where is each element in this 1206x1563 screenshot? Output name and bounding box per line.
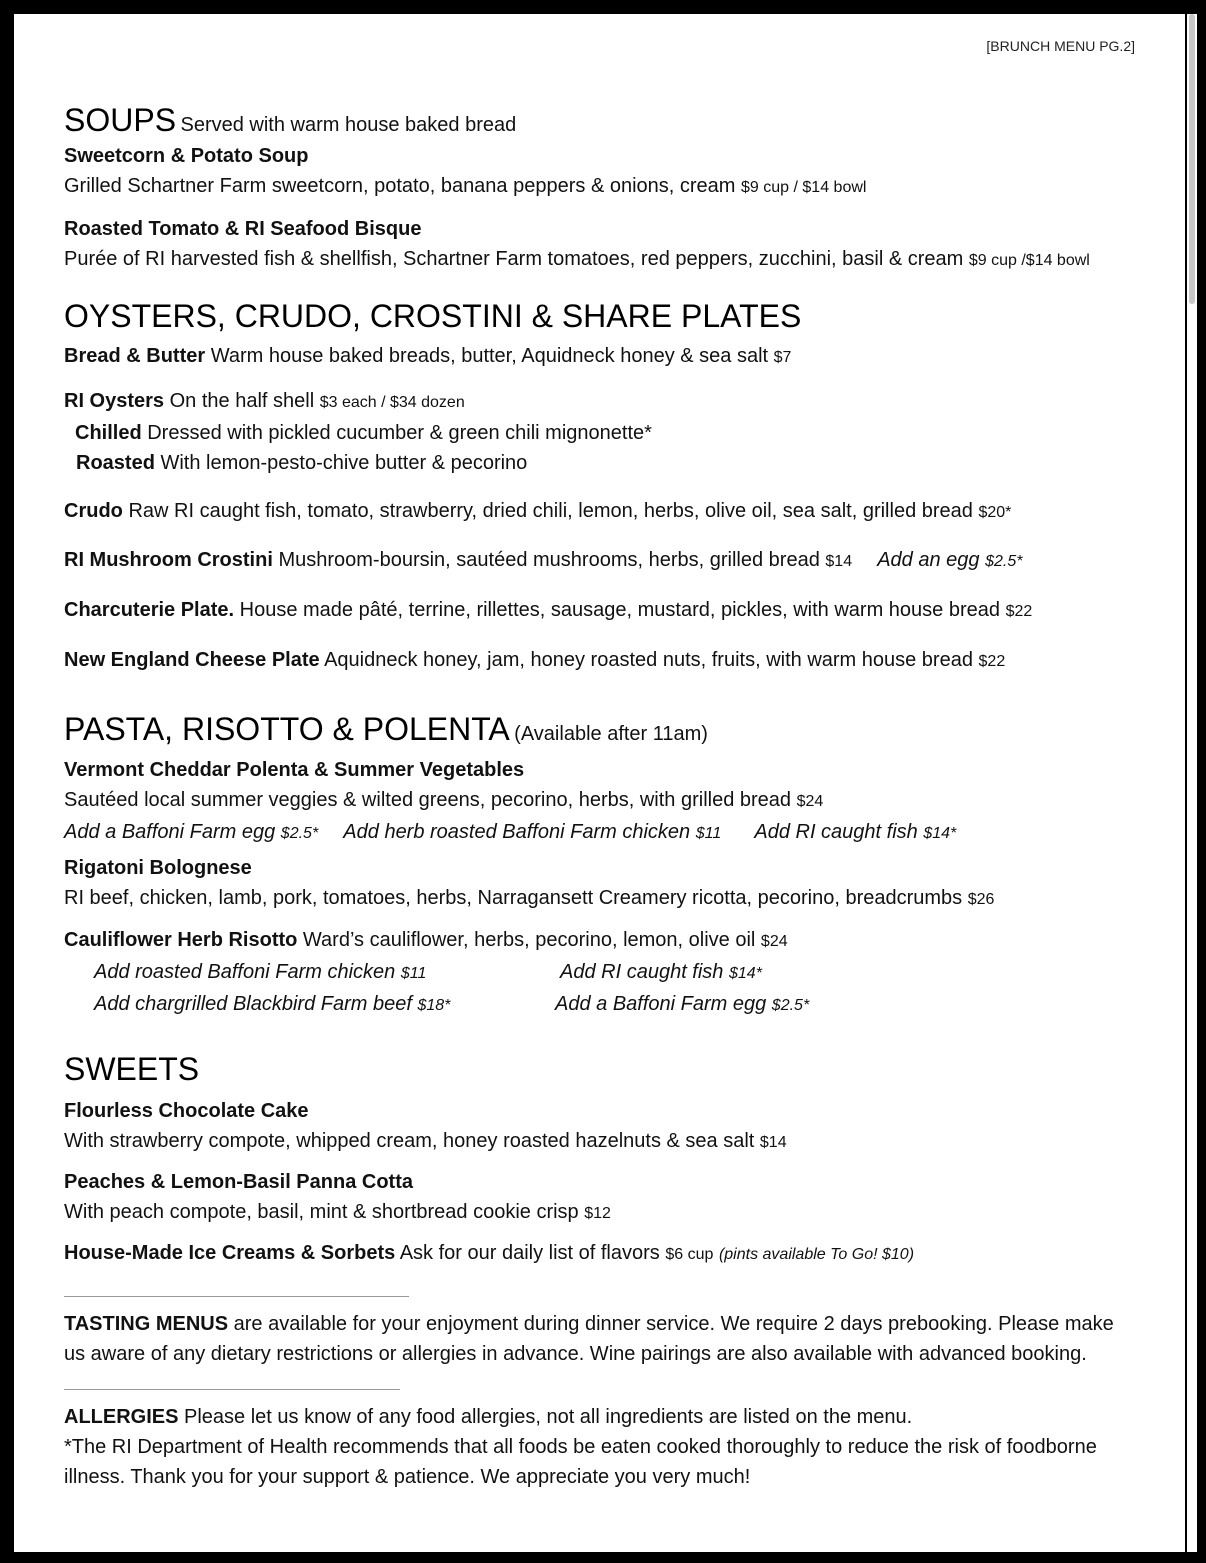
menu-item-cheese: New England Cheese Plate Aquidneck honey, jam, honey roasted nuts, fruits, with warm house bread $22 (64, 648, 1006, 671)
menu-item-addons: Add roasted Baffoni Farm chicken $11 Add RI caught fish $14* (94, 961, 762, 984)
allergies-section (64, 1389, 1179, 1492)
tasting-section (64, 1296, 1179, 1369)
menu-item-crostini: RI Mushroom Crostini Mushroom-boursin, sautéed mushrooms, herbs, grilled bread $14 Add an egg $2.5* (64, 548, 1023, 571)
scrollbar-thumb[interactable] (1189, 14, 1195, 304)
tasting-text: TASTING MENUS are available for your enjoyment during dinner service. We require 2 days prebooking. Please make us aware of any dietary restrictions or allergies in advance. Wine pairings are also available with advanced booking. (64, 1313, 1114, 1366)
menu-subitem-chilled: Chilled Dressed with pickled cucumber & green chili mignonette* (75, 421, 652, 444)
soup-item-name: Sweetcorn & Potato Soup (64, 144, 309, 167)
menu-item-risotto: Cauliflower Herb Risotto Ward’s cauliflower, herbs, pecorino, lemon, olive oil $24 (64, 929, 788, 952)
sweets-title: SWEETS (64, 1051, 200, 1088)
menu-item-desc: With peach compote, basil, mint & shortbread cookie crisp $12 (64, 1201, 611, 1224)
soup-item-name: Roasted Tomato & RI Seafood Bisque (64, 217, 422, 240)
menu-item-charcuterie: Charcuterie Plate. House made pâté, terrine, rillettes, sausage, mustard, pickles, with warm house bread $22 (64, 598, 1033, 621)
menu-page (14, 14, 1185, 1552)
allergies-text: ALLERGIES Please let us know of any food allergies, not all ingredients are listed on the menu. (64, 1406, 913, 1429)
menu-content (64, 102, 1179, 1492)
menu-item-name: Rigatoni Bolognese (64, 857, 252, 880)
soup-item-desc: Purée of RI harvested fish & shellfish, Schartner Farm tomatoes, red peppers, zucchini, basil & cream $9 cup /$14 bowl (64, 247, 1090, 270)
pasta-section (64, 711, 1179, 1022)
share-plates-section (64, 298, 1179, 677)
soups-section (64, 102, 1179, 276)
divider (64, 1389, 400, 1390)
pasta-note: (Available after 11am) (514, 722, 708, 745)
menu-item-icecream: House-Made Ice Creams & Sorbets Ask for our daily list of flavors $6 cup (pints available To Go! $10) (64, 1242, 915, 1265)
menu-item-addons: Add a Baffoni Farm egg $2.5* Add herb roasted Baffoni Farm chicken $11 Add RI caught fish $14* (64, 821, 957, 844)
menu-item-bread: Bread & Butter Warm house baked breads, butter, Aquidneck honey & sea salt $7 (64, 344, 792, 367)
menu-item-name: Vermont Cheddar Polenta & Summer Vegetables (64, 759, 525, 782)
page-label: [BRUNCH MENU PG.2] (986, 38, 1135, 54)
soups-note: Served with warm house baked bread (180, 114, 517, 136)
menu-item-desc: With strawberry compote, whipped cream, honey roasted hazelnuts & sea salt $14 (64, 1130, 787, 1153)
pasta-title: PASTA, RISOTTO & POLENTA (64, 710, 510, 747)
scrollbar[interactable] (1187, 14, 1197, 1552)
sweets-section (64, 1051, 1179, 1270)
menu-item-name: Peaches & Lemon-Basil Panna Cotta (64, 1171, 413, 1194)
health-note: *The RI Department of Health recommends that all foods be eaten cooked thoroughly to reduce the risk of foodborne illness. Thank you for your support & patience. We appreciate you very much! (64, 1436, 1097, 1489)
menu-item-name: Flourless Chocolate Cake (64, 1100, 309, 1123)
divider (64, 1296, 409, 1297)
menu-item-addons: Add chargrilled Blackbird Farm beef $18* Add a Baffoni Farm egg $2.5* (94, 993, 810, 1016)
menu-item-oysters: RI Oysters On the half shell $3 each / $34 dozen (64, 389, 465, 412)
share-plates-title: OYSTERS, CRUDO, CROSTINI & SHARE PLATES (64, 297, 802, 334)
menu-item-desc: Sautéed local summer veggies & wilted greens, pecorino, herbs, with grilled bread $24 (64, 789, 824, 812)
soups-title: SOUPS (64, 102, 177, 138)
menu-subitem-roasted: Roasted With lemon-pesto-chive butter & pecorino (76, 451, 528, 474)
soup-item-desc: Grilled Schartner Farm sweetcorn, potato, banana peppers & onions, cream $9 cup / $14 bowl (64, 174, 867, 197)
menu-item-crudo: Crudo Raw RI caught fish, tomato, strawberry, dried chili, lemon, herbs, olive oil, sea salt, grilled bread $20* (64, 499, 1012, 522)
menu-item-desc: RI beef, chicken, lamb, pork, tomatoes, herbs, Narragansett Creamery ricotta, pecorino, breadcrumbs $26 (64, 887, 995, 910)
